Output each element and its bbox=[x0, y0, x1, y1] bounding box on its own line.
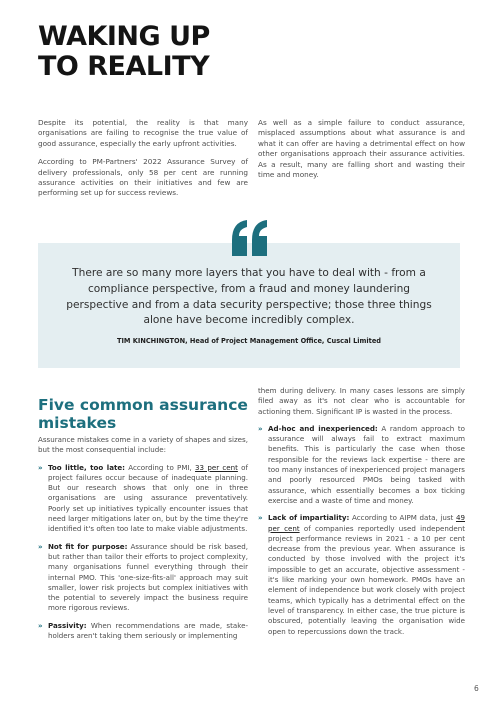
list-item bbox=[258, 513, 465, 637]
intro-right-column bbox=[258, 118, 465, 188]
intro-paragraph: As well as a simple failure to conduct assurance, misplaced assumptions about what assurance is and what it can offer are having a detrimental effect on how other organisations approach their assurance activities. As a result, many are falling short and wasting their time and money. bbox=[258, 118, 465, 180]
chevron-right-icon: » bbox=[258, 423, 263, 433]
chevron-right-icon: » bbox=[258, 513, 263, 523]
list-item-text: According to AIPM data, just bbox=[349, 513, 456, 523]
statistic-link[interactable]: 33 per cent bbox=[195, 462, 238, 472]
list-item bbox=[38, 463, 248, 535]
page-title-line-1: WAKING UP bbox=[38, 21, 210, 52]
list-item-term: Too little, too late: bbox=[48, 462, 126, 472]
list-item-text: According to PMI, bbox=[125, 462, 196, 472]
quote-author: TIM KINCHINGTON, Head of Project Management Office, Cuscal Limited bbox=[116, 337, 382, 345]
quote-text: There are so many more layers that you have to deal with - from a compliance perspective, from a fraud and money laundering perspective and from a data security perspective; those three things alone have become incredibly complex. bbox=[66, 267, 432, 327]
page-number: 6 bbox=[474, 684, 479, 693]
mistakes-right-column bbox=[258, 386, 465, 644]
page-title bbox=[38, 22, 210, 82]
list-item-text: of project failures occur because of inadequate planning. But our research shows that only one in three organisations are using assurance preventatively. Poorly set up initiatives typically encounter issues that need larger mitigations later on, but by the time they're identified it's often too late to make viable adjustments. bbox=[48, 462, 248, 534]
list-item-continuation: them during delivery. In many cases lessons are simply filed away as it's not clear who is accountable for actioning them. Significant IP is wasted in the process. bbox=[258, 386, 465, 416]
list-item-term: Passivity: bbox=[48, 620, 87, 630]
mistakes-left-column bbox=[38, 435, 248, 648]
statistic-link[interactable]: 49 per cent bbox=[268, 513, 466, 533]
chevron-right-icon: » bbox=[38, 620, 43, 630]
section-intro: Assurance mistakes come in a variety of shapes and sizes, but the most consequential include: bbox=[38, 435, 248, 455]
list-item bbox=[38, 621, 248, 642]
list-item bbox=[38, 542, 248, 614]
list-item-term: Ad-hoc and inexperienced: bbox=[268, 423, 378, 433]
chevron-right-icon: » bbox=[38, 541, 43, 551]
page-title-line-2: TO REALITY bbox=[38, 51, 210, 82]
list-item bbox=[258, 424, 465, 506]
intro-left-column bbox=[38, 118, 248, 207]
list-item-term: Not fit for purpose: bbox=[48, 541, 128, 551]
intro-paragraph: According to PM-Partners' 2022 Assurance Survey of delivery professionals, only 58 per cent are running assurance activities on their initiatives and few are performing set up for success reviews. bbox=[38, 157, 248, 198]
section-title: Five common assurance mistakes bbox=[38, 396, 248, 432]
intro-paragraph: Despite its potential, the reality is that many organisations are failing to recognise the true value of good assurance, especially the early upfront activities. bbox=[38, 118, 248, 148]
list-item-text: Assurance should be risk based, but rather than tailor their efforts to project complexity, many organisations funnel everything through their internal PMO. This 'one-size-fits-all' approach may suit smaller, lower risk projects but complex initiatives with the potential to severely impact the business require more rigorous reviews. bbox=[48, 541, 248, 613]
quote-mark-icon bbox=[230, 218, 270, 266]
list-item-text: When recommendations are made, stake-holders aren't taking them seriously or implementing bbox=[48, 620, 248, 641]
list-item-text: A random approach to assurance will always fail to extract maximum benefits. This is particularly the case when those responsible for the reviews lack expertise - there are too many instances of inexperienced project managers and poorly resourced PMOs being tasked with assurance, which essentially becomes a box ticking exercise and a waste of time and money. bbox=[268, 423, 465, 505]
list-item-term: Lack of impartiality: bbox=[268, 513, 350, 523]
list-item-text: of companies reportedly used independent project performance reviews in 2021 - a 10 per cent decrease from the previous year. When assurance is conducted by those involved with the project it's impossible to get an accurate, objective assessment - it's like marking your own homework. PMOs have an element of independence but work closely with project teams, which typically has a detrimental effect on the level of transparency. In either case, the true picture is obscured, potentially leaving the organisation wide open to repercussions down the track. bbox=[268, 523, 465, 636]
chevron-right-icon: » bbox=[38, 462, 43, 472]
